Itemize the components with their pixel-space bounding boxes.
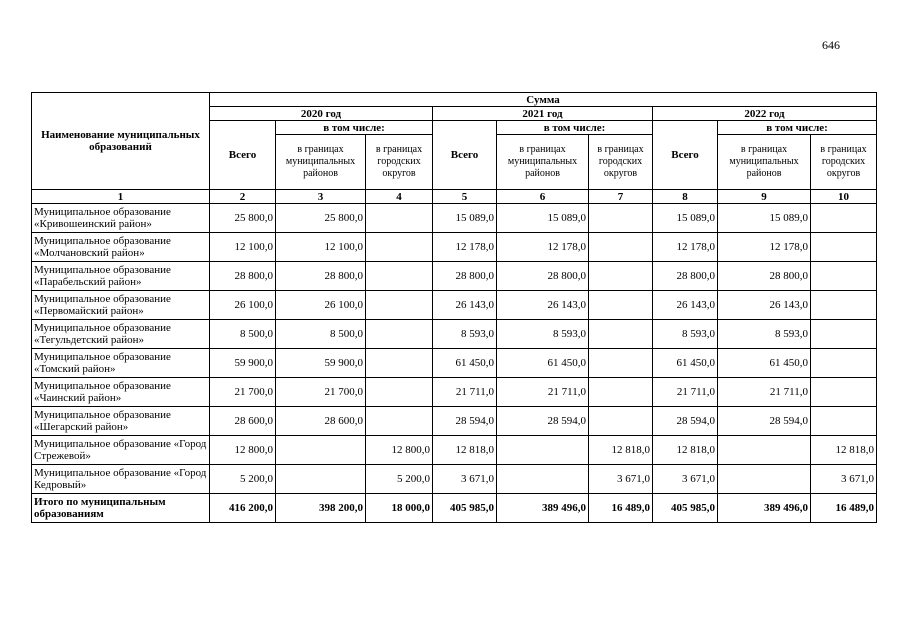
value-cell: 26 143,0 (433, 291, 497, 320)
total-value-cell: 398 200,0 (276, 494, 366, 523)
municipality-name: Муниципальное образование «Томский район» (32, 349, 210, 378)
value-cell: 28 800,0 (276, 262, 366, 291)
municipality-name: Муниципальное образование «Город Кедровый» (32, 465, 210, 494)
value-cell: 26 143,0 (653, 291, 718, 320)
total-row (32, 494, 877, 523)
year-2021-header: 2021 год (433, 107, 653, 121)
total-value-cell: 389 496,0 (497, 494, 589, 523)
municipality-name: Муниципальное образование «Кривошеинский район» (32, 204, 210, 233)
value-cell: 28 800,0 (653, 262, 718, 291)
including-2022-header: в том числе: (718, 121, 877, 135)
value-cell: 12 818,0 (589, 436, 653, 465)
value-cell (276, 465, 366, 494)
value-cell: 28 594,0 (497, 407, 589, 436)
col-number: 9 (718, 190, 811, 204)
value-cell (718, 465, 811, 494)
value-cell (589, 291, 653, 320)
value-cell: 12 178,0 (433, 233, 497, 262)
value-cell (366, 262, 433, 291)
value-cell: 12 100,0 (276, 233, 366, 262)
value-cell: 12 800,0 (210, 436, 276, 465)
value-cell: 21 711,0 (497, 378, 589, 407)
value-cell: 28 800,0 (718, 262, 811, 291)
value-cell: 61 450,0 (433, 349, 497, 378)
value-cell: 8 593,0 (718, 320, 811, 349)
value-cell: 28 594,0 (718, 407, 811, 436)
value-cell: 8 593,0 (653, 320, 718, 349)
value-cell: 28 594,0 (433, 407, 497, 436)
mun-districts-2020-header: в границах муниципальных районов (276, 135, 366, 190)
budget-table (31, 92, 877, 523)
value-cell (366, 320, 433, 349)
value-cell: 26 100,0 (210, 291, 276, 320)
value-cell: 3 671,0 (589, 465, 653, 494)
value-cell: 21 711,0 (718, 378, 811, 407)
page-number: 646 (822, 38, 840, 52)
table-row (32, 407, 877, 436)
value-cell: 12 818,0 (653, 436, 718, 465)
col-number: 7 (589, 190, 653, 204)
value-cell: 12 818,0 (433, 436, 497, 465)
value-cell (366, 378, 433, 407)
col-number: 2 (210, 190, 276, 204)
value-cell: 28 800,0 (497, 262, 589, 291)
table-row (32, 262, 877, 291)
value-cell: 28 600,0 (276, 407, 366, 436)
total-value-cell: 16 489,0 (589, 494, 653, 523)
value-cell: 3 671,0 (811, 465, 877, 494)
total-value-cell: 405 985,0 (433, 494, 497, 523)
value-cell (497, 436, 589, 465)
municipality-name: Муниципальное образование «Тегульдетский район» (32, 320, 210, 349)
mun-districts-2021-header: в границах муниципальных районов (497, 135, 589, 190)
municipality-name: Муниципальное образование «Город Стрежевой» (32, 436, 210, 465)
value-cell: 12 100,0 (210, 233, 276, 262)
value-cell: 21 711,0 (653, 378, 718, 407)
value-cell: 28 800,0 (433, 262, 497, 291)
value-cell (718, 436, 811, 465)
value-cell: 8 593,0 (433, 320, 497, 349)
total-value-cell: 389 496,0 (718, 494, 811, 523)
including-2020-header: в том числе: (276, 121, 433, 135)
value-cell: 5 200,0 (366, 465, 433, 494)
year-2020-header: 2020 год (210, 107, 433, 121)
value-cell: 25 800,0 (210, 204, 276, 233)
value-cell: 61 450,0 (653, 349, 718, 378)
table-row (32, 233, 877, 262)
table-row (32, 291, 877, 320)
value-cell (811, 291, 877, 320)
col-number: 5 (433, 190, 497, 204)
col-number: 3 (276, 190, 366, 204)
value-cell: 61 450,0 (497, 349, 589, 378)
value-cell: 26 100,0 (276, 291, 366, 320)
municipality-name: Муниципальное образование «Первомайский район» (32, 291, 210, 320)
value-cell (589, 378, 653, 407)
municipality-name: Муниципальное образование «Чаинский район» (32, 378, 210, 407)
total-2021-header: Всего (433, 121, 497, 190)
table-body (32, 204, 877, 523)
value-cell: 15 089,0 (433, 204, 497, 233)
value-cell: 21 711,0 (433, 378, 497, 407)
total-2022-header: Всего (653, 121, 718, 190)
table-row (32, 465, 877, 494)
table-row (32, 378, 877, 407)
value-cell: 12 178,0 (718, 233, 811, 262)
value-cell: 15 089,0 (653, 204, 718, 233)
municipality-name: Муниципальное образование «Парабельский район» (32, 262, 210, 291)
value-cell (811, 320, 877, 349)
value-cell: 28 800,0 (210, 262, 276, 291)
value-cell: 21 700,0 (276, 378, 366, 407)
total-value-cell: 416 200,0 (210, 494, 276, 523)
value-cell: 61 450,0 (718, 349, 811, 378)
year-2022-header: 2022 год (653, 107, 877, 121)
total-2020-header: Всего (210, 121, 276, 190)
value-cell: 12 800,0 (366, 436, 433, 465)
value-cell: 15 089,0 (718, 204, 811, 233)
value-cell (589, 407, 653, 436)
value-cell: 8 593,0 (497, 320, 589, 349)
value-cell (811, 204, 877, 233)
value-cell (811, 262, 877, 291)
value-cell (811, 407, 877, 436)
value-cell (366, 291, 433, 320)
municipality-name: Муниципальное образование «Молчановский район» (32, 233, 210, 262)
total-value-cell: 18 000,0 (366, 494, 433, 523)
mun-districts-2022-header: в границах муниципальных районов (718, 135, 811, 190)
value-cell: 12 818,0 (811, 436, 877, 465)
value-cell: 59 900,0 (276, 349, 366, 378)
value-cell: 12 178,0 (497, 233, 589, 262)
col-number: 10 (811, 190, 877, 204)
value-cell (811, 233, 877, 262)
total-label: Итого по муниципальным образованиям (32, 494, 210, 523)
table-row (32, 320, 877, 349)
city-districts-2020-header: в границах городских округов (366, 135, 433, 190)
value-cell: 28 594,0 (653, 407, 718, 436)
city-districts-2022-header: в границах городских округов (811, 135, 877, 190)
value-cell (589, 204, 653, 233)
including-2021-header: в том числе: (497, 121, 653, 135)
value-cell: 21 700,0 (210, 378, 276, 407)
value-cell: 8 500,0 (276, 320, 366, 349)
table-row (32, 349, 877, 378)
value-cell: 12 178,0 (653, 233, 718, 262)
value-cell: 26 143,0 (497, 291, 589, 320)
col-number: 8 (653, 190, 718, 204)
value-cell (589, 233, 653, 262)
value-cell: 15 089,0 (497, 204, 589, 233)
value-cell (589, 262, 653, 291)
col-number: 4 (366, 190, 433, 204)
value-cell (811, 349, 877, 378)
value-cell: 5 200,0 (210, 465, 276, 494)
value-cell (366, 407, 433, 436)
value-cell (366, 349, 433, 378)
value-cell: 8 500,0 (210, 320, 276, 349)
value-cell: 28 600,0 (210, 407, 276, 436)
value-cell: 59 900,0 (210, 349, 276, 378)
col-number: 1 (32, 190, 210, 204)
value-cell (366, 233, 433, 262)
total-value-cell: 16 489,0 (811, 494, 877, 523)
value-cell (811, 378, 877, 407)
value-cell: 3 671,0 (653, 465, 718, 494)
total-value-cell: 405 985,0 (653, 494, 718, 523)
col-number: 6 (497, 190, 589, 204)
value-cell: 3 671,0 (433, 465, 497, 494)
value-cell: 25 800,0 (276, 204, 366, 233)
table-row (32, 204, 877, 233)
value-cell (589, 349, 653, 378)
value-cell (276, 436, 366, 465)
city-districts-2021-header: в границах городских округов (589, 135, 653, 190)
table-row (32, 436, 877, 465)
value-cell (589, 320, 653, 349)
municipality-name: Муниципальное образование «Шегарский район» (32, 407, 210, 436)
name-column-header: Наименование муниципальных образований (32, 93, 210, 190)
value-cell (497, 465, 589, 494)
value-cell (366, 204, 433, 233)
sum-header: Сумма (210, 93, 877, 107)
value-cell: 26 143,0 (718, 291, 811, 320)
